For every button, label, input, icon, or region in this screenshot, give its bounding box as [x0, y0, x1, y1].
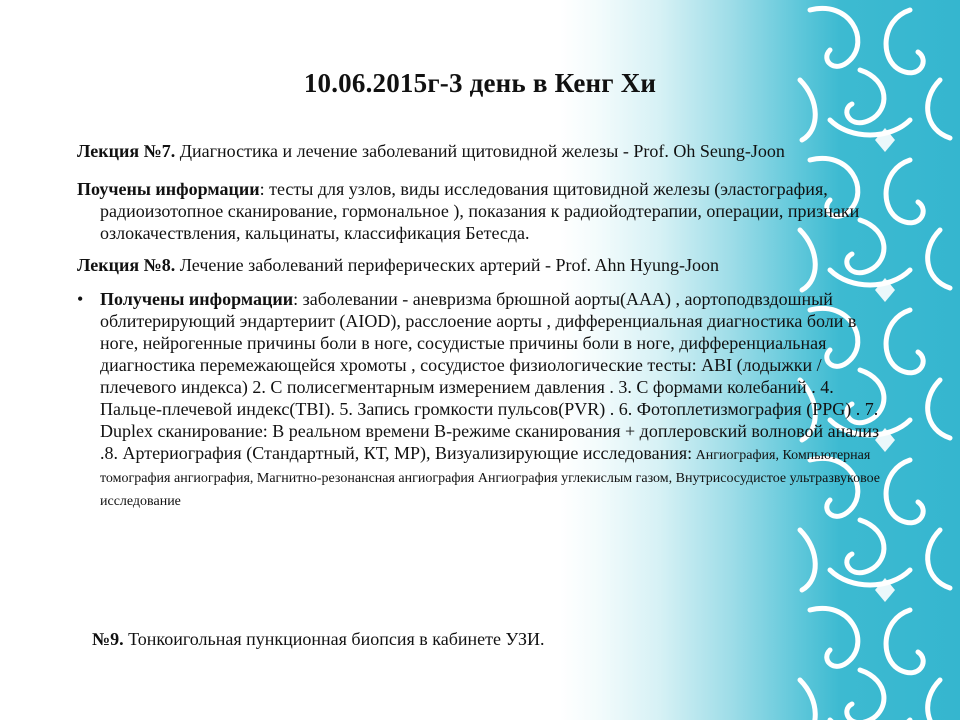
lecture-8-text: Лечение заболеваний периферических артерий - Prof. Ahn Hyung-Joon [175, 255, 720, 275]
slide-title: 10.06.2015г-3 день в Кенг Хи [303, 68, 657, 98]
slide-content [77, 140, 887, 511]
lecture-7-heading: Лекция №7. [77, 141, 176, 161]
learned-8-small-text: Ангиография, Компьютерная томография ангиография, Магнитно-резонансная ангиография Ангиография углекислым газом, Внутрисосудистое ультразвуковое исследование [100, 448, 880, 509]
learned-8 [77, 288, 887, 511]
lecture-8-heading: Лекция №8. [77, 255, 176, 275]
lecture-8 [77, 254, 887, 276]
lecture-7 [77, 140, 887, 162]
lecture-7-text: Диагностика и лечение заболеваний щитовидной железы - Prof. Oh Seung-Joon [175, 141, 785, 161]
lecture-9 [92, 628, 545, 650]
bullet-icon: • [77, 289, 84, 309]
learned-7-heading: Поучены информации [77, 179, 260, 199]
lecture-9-heading: №9. [92, 629, 124, 649]
learned-8-text: : заболевании - аневризма брюшной аорты(ААА) , аортоподвздошный облитерирующий эндартериит (AIOD), расслоение аорты , дифференциальная диагностика боли в ноге, нейрогенные причины боли в ноге, сосудистые причины боли в ноге, дифференциальная диагностика перемежающейся хромоты , сосудистое физиологические тесты: ABI (лодыжки / плечевого индекса) 2. С полисегментарным измерением давления . 3. С формами колебаний . 4. Пальце-плечевой индекс(TBI). 5. Запись громкости пульсов(PVR) . 6. Фотоплетизмография (PPG) . 7. Duplex сканирование: В реальном времени В-режиме сканирования + доплеровский волновой анализ .8. Артериография (Стандартный, КТ, МР), Визуализирующие исследования: [100, 289, 880, 463]
lecture-9-text: Тонкоигольная пункционная биопсия в кабинете УЗИ. [123, 629, 545, 649]
learned-7-text: : тесты для узлов, виды исследования щитовидной железы (эластография, радиоизотопное сканирование, гормональное ), показания к радиойодтерапии, операции, признаки озлокачествления, кальцинаты, классификация Бетесда. [100, 179, 860, 243]
learned-8-heading: Получены информации [100, 289, 294, 309]
learned-7 [77, 178, 887, 244]
